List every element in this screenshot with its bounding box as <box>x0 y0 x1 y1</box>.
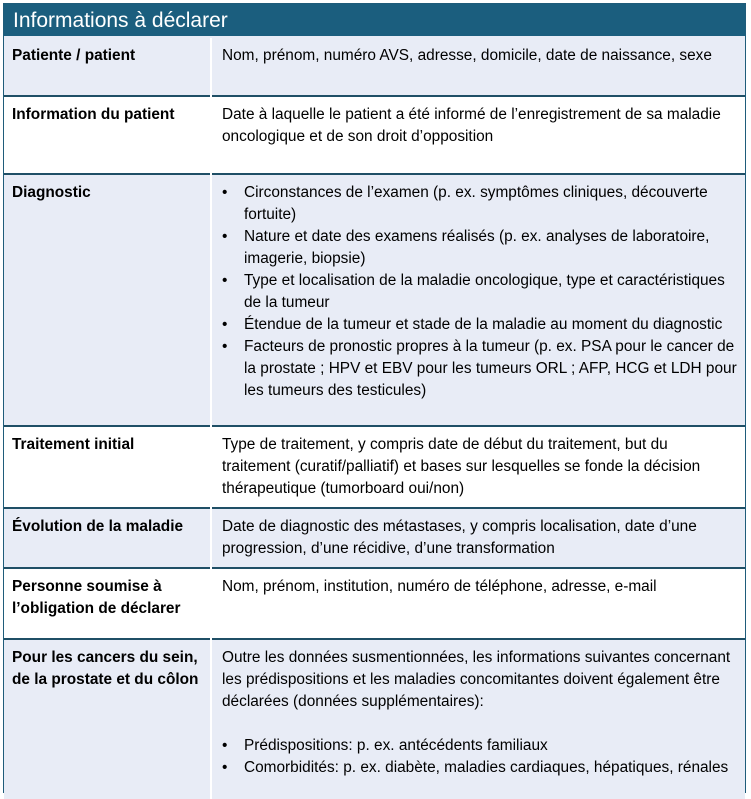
table-row-supplementary <box>4 639 745 799</box>
declaration-table-panel <box>3 3 746 793</box>
row-label: Information du patient <box>4 96 211 174</box>
list-item: • Facteurs de pronostic propres à la tumeur (p. ex. PSA pour le cancer de la prostate ; HPV et EBV pour les tumeurs ORL ; AFP, HCG et LDH pour les tumeurs des testicules) <box>244 336 737 402</box>
list-item: • Prédispositions: p. ex. antécédents familiaux <box>244 735 737 757</box>
row-label: Traitement initial <box>4 426 211 508</box>
paragraph-spacer <box>222 713 737 735</box>
list-item: • Circonstances de l’examen (p. ex. symptômes cliniques, découverte fortuite) <box>244 182 737 226</box>
row-label: Évolution de la maladie <box>4 508 211 568</box>
supplementary-intro-text: Outre les données susmentionnées, les informations suivantes concernant les prédispositions et les maladies concomitantes doivent également être déclarées (données supplémentaires): <box>222 649 731 710</box>
row-label: Diagnostic <box>4 174 211 426</box>
list-item: • Nature et date des examens réalisés (p. ex. analyses de laboratoire, imagerie, biopsie) <box>244 226 737 270</box>
list-item: • Type et localisation de la maladie oncologique, type et caractéristiques de la tumeur <box>244 270 737 314</box>
row-content <box>211 639 745 799</box>
row-text: Date de diagnostic des métastases, y compris localisation, date d’une progression, d’une récidive, d’une transformation <box>211 508 745 568</box>
row-label: Pour les cancers du sein, de la prostate et du côlon <box>4 639 211 799</box>
declaration-table <box>4 38 745 799</box>
row-text: Nom, prénom, numéro AVS, adresse, domicile, date de naissance, sexe <box>211 38 745 96</box>
table-row-patient <box>4 38 745 96</box>
table-row-information <box>4 96 745 174</box>
list-item: • Étendue de la tumeur et stade de la maladie au moment du diagnostic <box>244 314 737 336</box>
row-text: Nom, prénom, institution, numéro de téléphone, adresse, e-mail <box>211 568 745 639</box>
diagnostic-bullet-list <box>222 182 737 402</box>
table-row-diagnostic <box>4 174 745 426</box>
row-content <box>211 174 745 426</box>
table-row-treatment <box>4 426 745 508</box>
table-row-declarant <box>4 568 745 639</box>
supplementary-bullet-list <box>222 735 737 779</box>
list-item: • Comorbidités: p. ex. diabète, maladies cardiaques, hépatiques, rénales <box>244 757 737 779</box>
row-text: Date à laquelle le patient a été informé de l’enregistrement de sa maladie oncologique et de son droit d’opposition <box>211 96 745 174</box>
row-label: Patiente / patient <box>4 38 211 96</box>
row-text: Type de traitement, y compris date de début du traitement, but du traitement (curatif/palliatif) et bases sur lesquelles se fonde la décision thérapeutique (tumorboard oui/non) <box>211 426 745 508</box>
table-title: Informations à déclarer <box>4 4 745 38</box>
row-label: Personne soumise à l’obligation de déclarer <box>4 568 211 639</box>
table-row-evolution <box>4 508 745 568</box>
